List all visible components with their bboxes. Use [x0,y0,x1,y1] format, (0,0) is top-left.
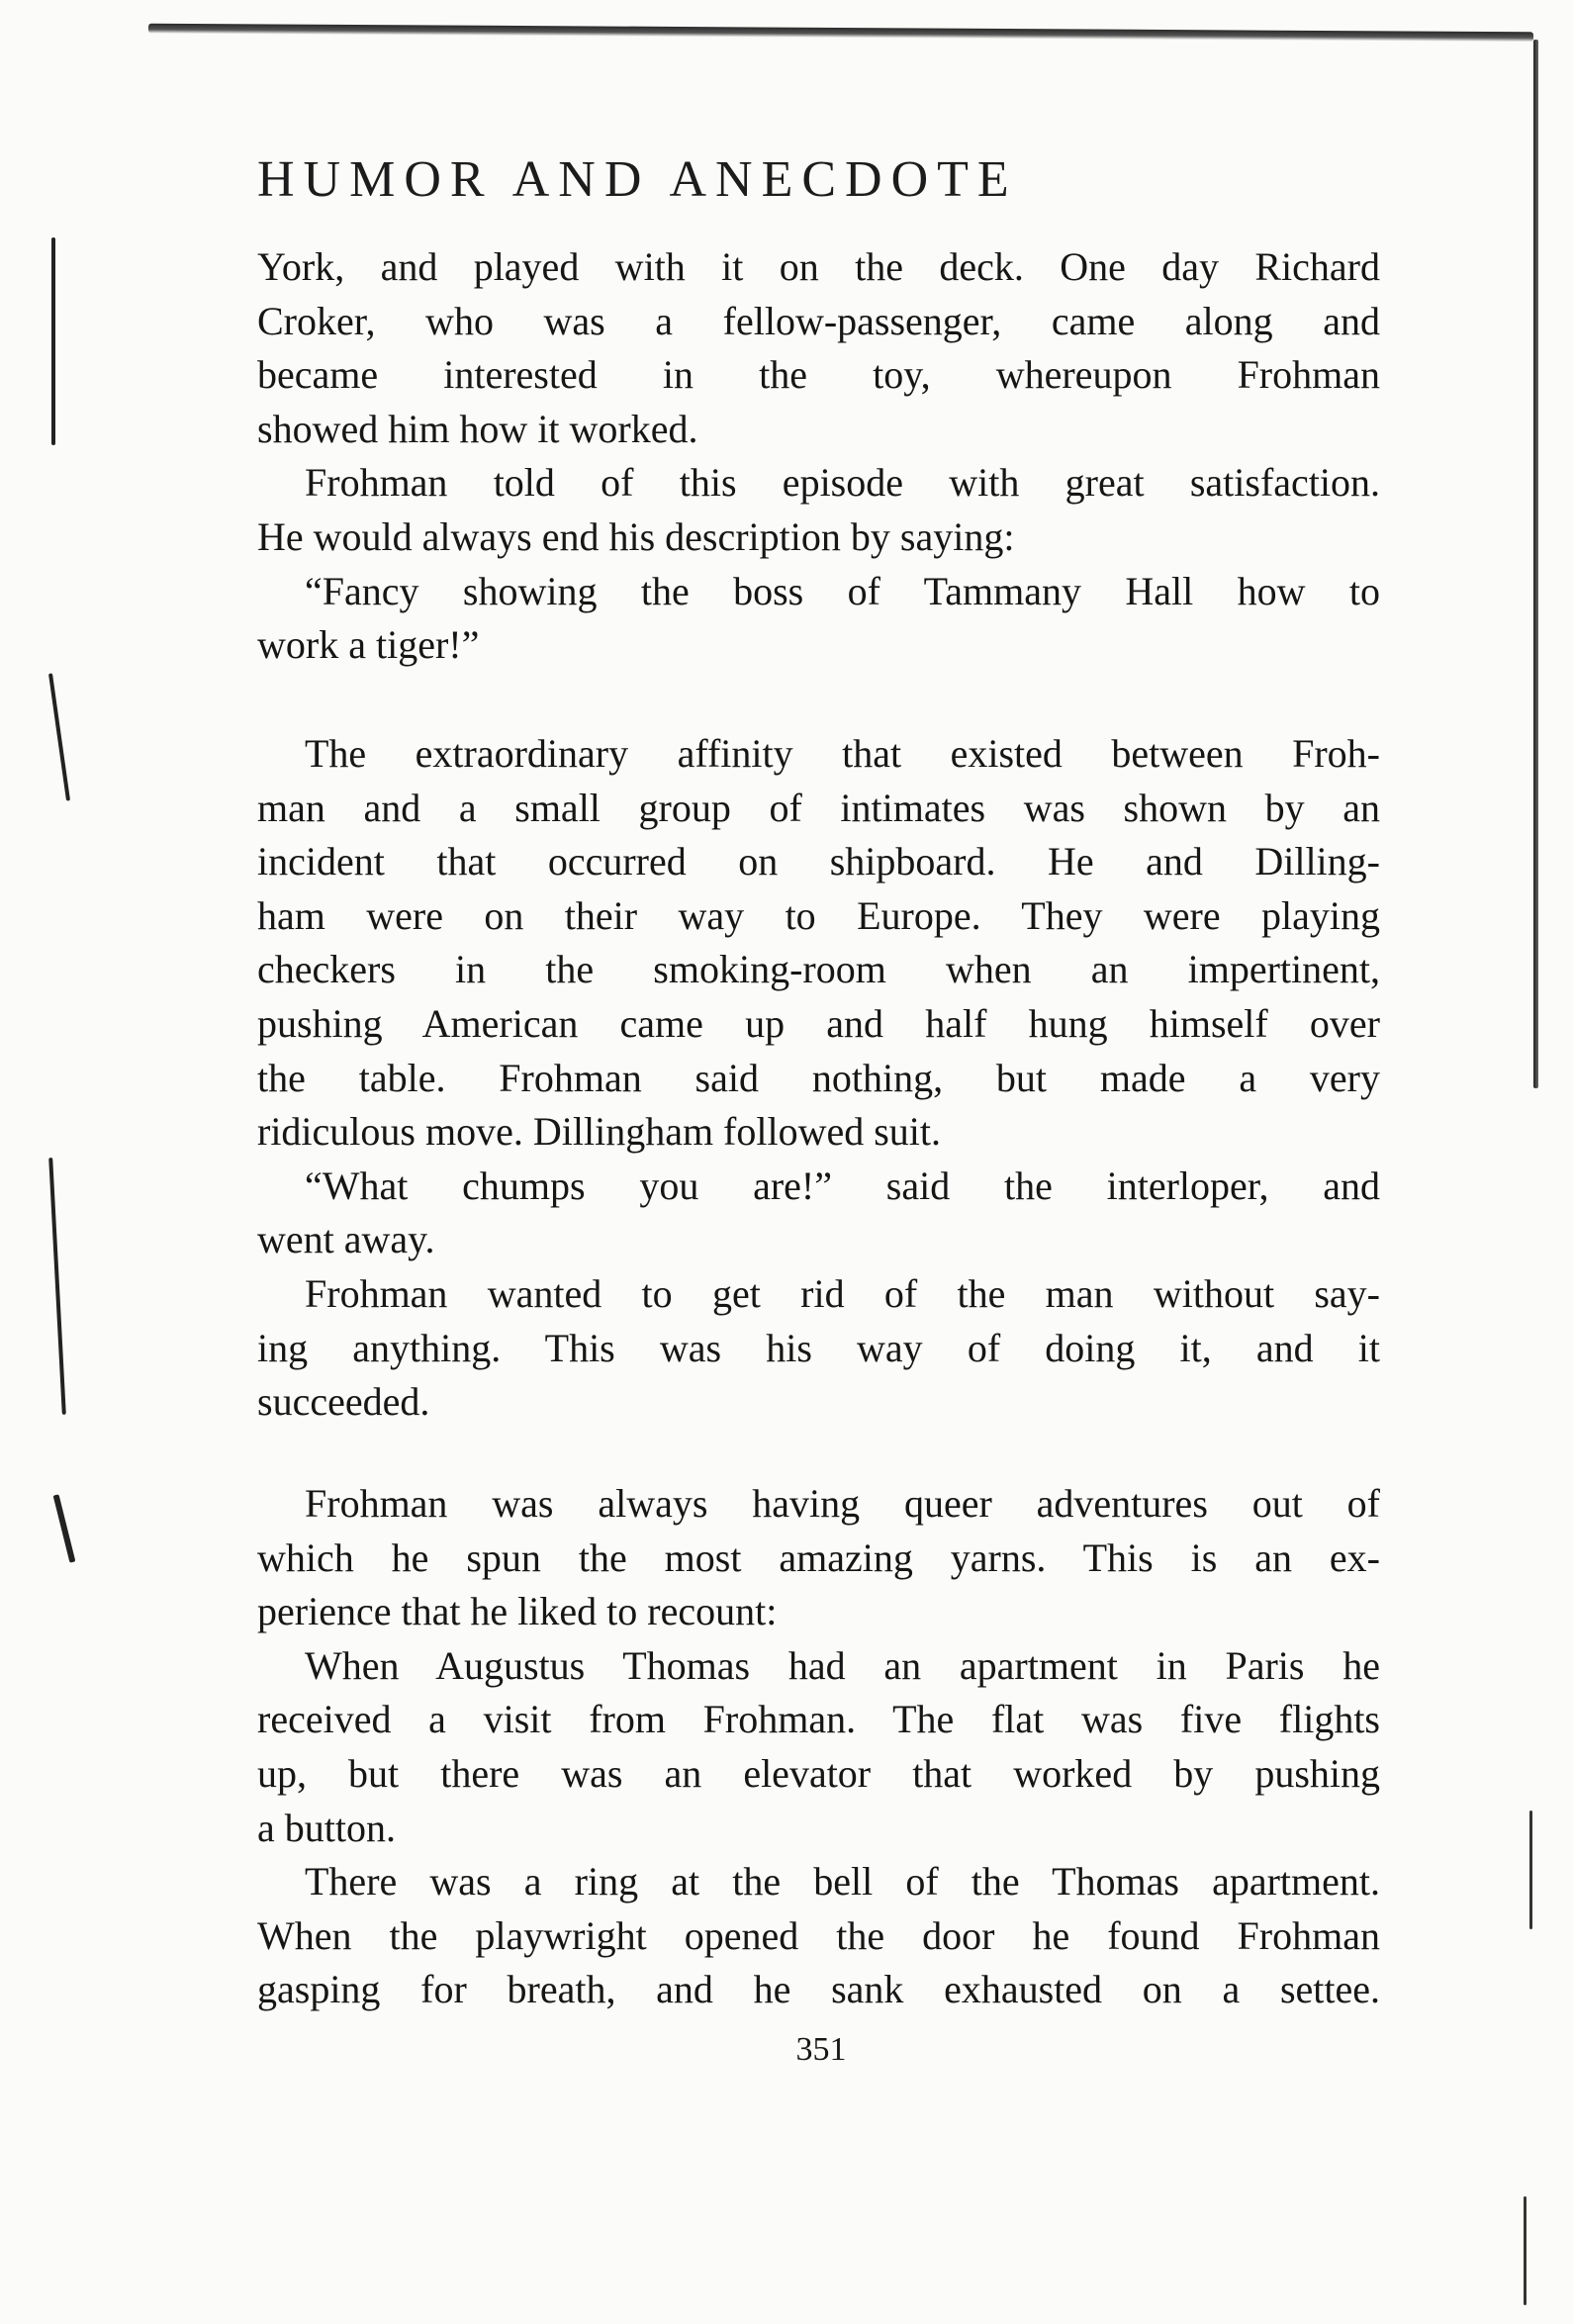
text-line: up, but there was an elevator that worked by pushing [257,1750,1380,1796]
text-line: Frohman was always having queer adventures out of [305,1481,1380,1526]
page-number: 351 [795,2031,847,2068]
text-line: checkers in the smoking-room when an impertinent, [257,947,1380,992]
text-line: went away. [257,1217,435,1262]
page-right-edge-mark [1524,2196,1527,2305]
text-line: ham were on their way to Europe. They were playing [257,892,1380,938]
text-line: There was a ring at the bell of the Thomas apartment. [305,1859,1380,1905]
text-line: received a visit from Frohman. The flat was five flights [257,1697,1380,1742]
text-line: Croker, who was a fellow-passenger, came along and [257,298,1380,343]
running-head: HUMOR AND ANECDOTE [257,151,1018,208]
text-line: He would always end his description by saying: [257,513,1015,559]
text-line: work a tiger!” [257,622,480,668]
text-line: the table. Frohman said nothing, but made a very [257,1055,1380,1100]
text-line: Frohman wanted to get rid of the man without say- [305,1270,1380,1316]
page-right-edge-shadow [1533,40,1538,1088]
text-line: became interested in the toy, whereupon Frohman [257,352,1380,398]
text-line: When the playwright opened the door he found Frohman [257,1912,1380,1958]
text-line: ridiculous move. Dillingham followed suit. [257,1109,942,1155]
text-line: incident that occurred on shipboard. He and Dilling- [257,839,1380,884]
binding-shadow-mark [51,237,55,445]
text-line: perience that he liked to recount: [257,1589,778,1634]
text-line: Frohman told of this episode with great satisfaction. [305,460,1380,506]
text-line: man and a small group of intimates was shown by an [257,785,1380,830]
paragraph-block-tiger-anecdote [257,240,1380,673]
text-line: pushing American came up and half hung himself over [257,1000,1380,1046]
page-top-edge-shadow [148,24,1533,43]
text-line: York, and played with it on the deck. One day Richard [257,244,1380,289]
text-line: which he spun the most amazing yarns. This is an ex- [257,1534,1380,1580]
paragraph-block-elevator-anecdote [257,1477,1380,2017]
paragraph-block-checkers-anecdote [257,727,1380,1430]
text-line: The extraordinary affinity that existed between Froh- [305,731,1380,776]
text-line: When Augustus Thomas had an apartment in Paris he [305,1642,1380,1688]
text-line: “Fancy showing the boss of Tammany Hall how to [305,568,1380,613]
text-line: ing anything. This was his way of doing it, and it [257,1325,1380,1370]
binding-shadow-mark [48,1158,66,1415]
text-line: showed him how it worked. [257,406,698,451]
text-line: succeeded. [257,1379,430,1425]
page-right-edge-mark [1529,1811,1532,1929]
text-line: a button. [257,1805,396,1850]
text-line: gasping for breath, and he sank exhausted on a settee. [257,1967,1380,2012]
binding-shadow-mark [48,673,70,800]
binding-shadow-mark [53,1494,76,1562]
text-line: “What chumps you are!” said the interloper, and [305,1162,1380,1208]
